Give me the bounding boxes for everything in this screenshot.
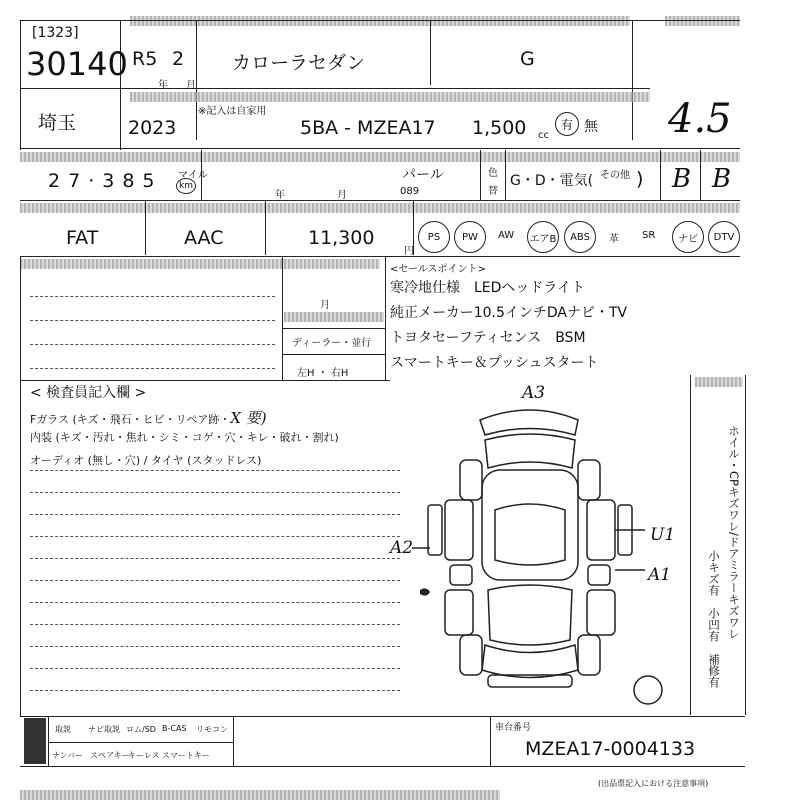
mileage-unit: km [176,178,196,194]
equip-dtv: DTV [708,221,740,253]
dealer-month: 月 [320,300,330,311]
item-rom: ロム/SD [126,725,156,734]
month-unit: 月 [186,80,196,91]
sales-point-title: <セールスポイント> [390,264,486,275]
era-month: 2 [172,48,185,70]
mileage-unit-top: マイル [178,170,208,181]
equip-aw: AW [498,230,515,241]
side-note-col2: 小キズ有 小凹有 補修有 [707,550,721,688]
equip-airbag: エアB [527,221,559,253]
item-navi-manual: ナビ取説 [88,725,120,734]
chassis-label: 車台番号 [495,723,532,733]
item-keyless: キーレス [128,751,160,760]
equip-sr: SR [642,230,656,241]
item-remote: リモコン [196,725,228,734]
bottom-side-marker [24,718,46,764]
aircon-no: 無 [584,119,598,135]
displacement: 1,500 [472,117,527,139]
personal-note: ※記入は自家用 [198,106,267,117]
sales-point: 寒冷地仕様 LEDヘッドライト [390,280,586,296]
cc-unit: cc [538,130,549,141]
diag-a3: A3 [522,383,546,403]
sales-point: トヨタセーフティセンス BSM [390,330,586,346]
recycle-fee: 11,300 [308,227,375,249]
diag-u1: U1 [650,525,676,545]
insp-year: 年 [275,190,285,201]
color-name: パール [402,167,444,183]
score: 4.5 [668,96,732,142]
yen-unit: 円 [404,246,414,257]
inspector-line2: 内装 (キズ・汚れ・焦れ・シミ・コゲ・穴・キレ・破れ・割れ) [30,431,339,444]
sales-point: スマートキー＆プッシュスタート [390,355,599,371]
lot-number: 30140 [26,45,128,83]
car-damage-diagram [390,383,690,710]
fuel-other: その他 [600,170,630,181]
equip-leather: 革 [609,234,619,245]
region: 埼玉 [38,112,77,134]
mission: FAT [66,227,99,249]
aircon-yes: 有 [555,112,579,136]
sales-point: 純正メーカー10.5インチDAナビ・TV [390,305,628,321]
footnote: (出品票記入における注意事項) [598,779,709,788]
side-note-col1: ホイル・CPキズワレ/ドアミラーキズワレ [727,425,741,640]
era-year: R5 [132,48,158,70]
inspector-line3: オーディオ (無し・穴) / タイヤ (スタッドレス) [30,454,262,467]
model-code: 5BA - MZEA17 [300,117,436,139]
item-manual: 取説 [55,725,71,734]
equip-abs: ABS [564,221,596,253]
equip-ps: PS [418,221,450,253]
fuel-close: ) [636,168,644,190]
insp-month: 月 [337,190,347,201]
year-unit: 年 [158,80,168,91]
item-bcas: B-CAS [162,724,187,733]
dealer-text: ディーラー・並行 [292,338,372,349]
steering: 左H ・ 右H [297,368,349,379]
item-number: ナンバー [52,751,84,760]
equip-navi: ナビ [672,221,704,253]
lot-bracket: [1323] [32,25,79,41]
ac-type: AAC [184,227,224,249]
model-name: カローラセダン [232,52,366,74]
fuel: G・D・電気( [510,173,594,189]
color-no-label: 替 [488,186,498,197]
grade: G [520,48,535,70]
first-reg-year: 2023 [128,117,177,139]
equip-pw: PW [454,221,486,253]
exterior-grade: B [712,164,732,194]
diag-a2: A2 [390,538,414,558]
chassis-number: MZEA17-0004133 [525,738,696,760]
item-spare-key: スペアキー [90,751,130,760]
diag-a1: A1 [648,565,672,585]
inspector-title: < 検査員記入欄 > [30,385,147,401]
color-code: 089 [400,186,420,197]
item-smartkey: スマートキー [162,751,210,760]
mileage-digit: 27‧385 [48,170,163,192]
color-label: 色 [488,168,498,179]
interior-grade: B [672,164,692,194]
inspector-line1: Fガラス (キズ・飛石・ヒビ・リペア跡・X 要) [30,409,267,427]
